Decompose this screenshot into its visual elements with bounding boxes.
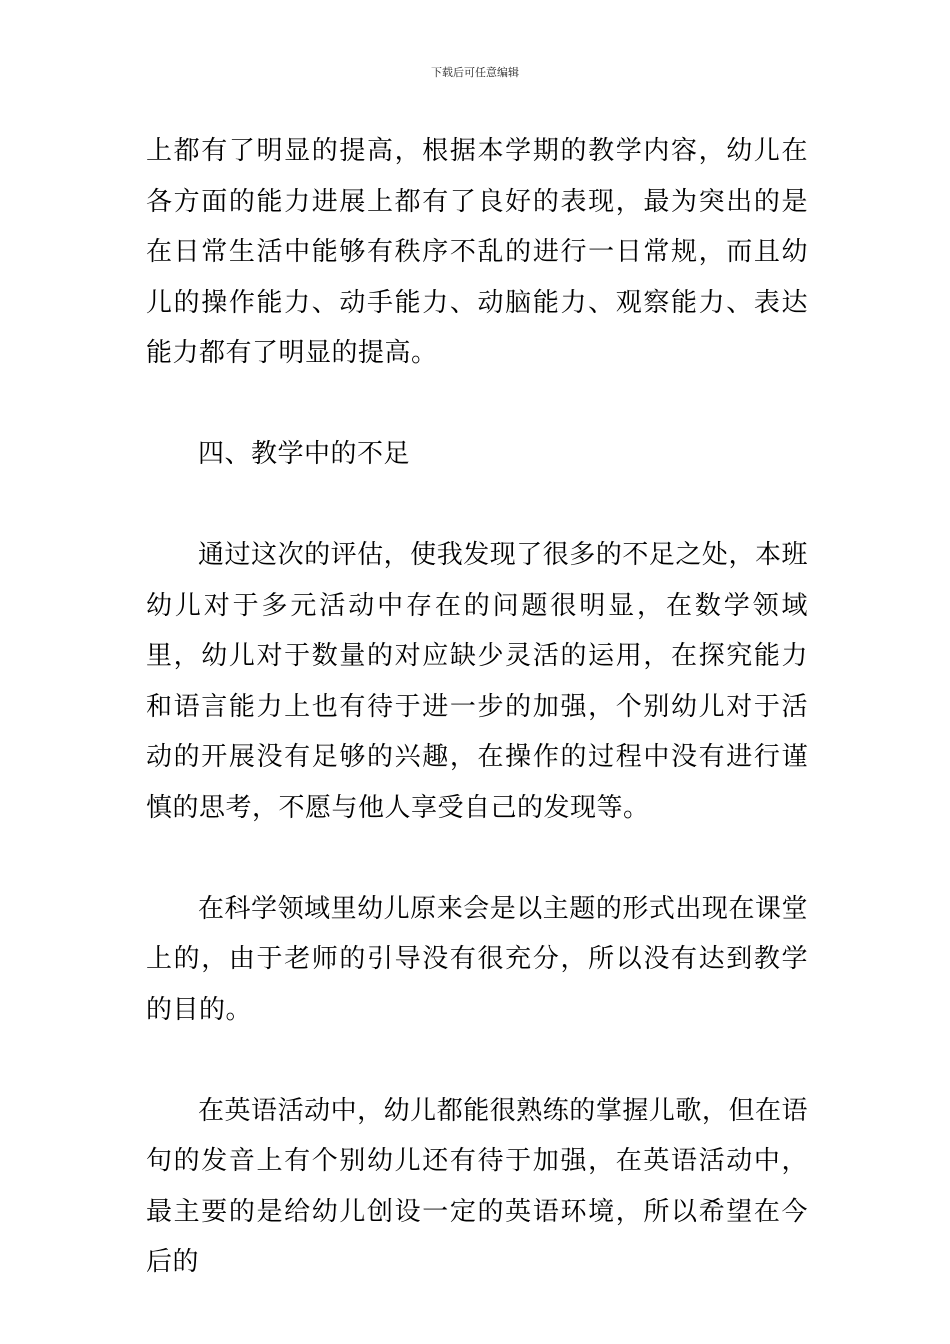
paragraph-continued: 上都有了明显的提高，根据本学期的教学内容，幼儿在各方面的能力进展上都有了良好的表现，最为突出的是在日常生活中能够有秩序不乱的进行一日常规，而且幼儿的操作能力、动手能力、动脑能力、观察能力、表达能力都有了明显的提高。 xyxy=(146,136,808,368)
paragraph-english: 在英语活动中，幼儿都能很熟练的掌握儿歌，但在语句的发音上有个别幼儿还有待于加强，在英语活动中，最主要的是给幼儿创设一定的英语环境，所以希望在今后的 xyxy=(146,1095,808,1277)
paragraph-gap xyxy=(146,1035,808,1086)
paragraph-shortcomings: 通过这次的评估，使我发现了很多的不足之处，本班幼儿对于多元活动中存在的问题很明显，在数学领域里，幼儿对于数量的对应缺少灵活的运用，在探究能力和语言能力上也有待于进一步的加强，个别幼儿对于活动的开展没有足够的兴趣，在操作的过程中没有进行谨慎的思考，不愿与他人享受自己的发现等。 xyxy=(146,540,808,823)
document-body xyxy=(146,126,808,1288)
paragraph-gap xyxy=(146,833,808,884)
paragraph-gap xyxy=(146,379,808,430)
page-header-note: 下载后可任意编辑 xyxy=(431,66,519,79)
section-heading: 四、教学中的不足 xyxy=(198,439,411,469)
paragraph-science: 在科学领域里幼儿原来会是以主题的形式出现在课堂上的，由于老师的引导没有很充分，所以没有达到教学的目的。 xyxy=(146,893,808,1025)
paragraph-gap xyxy=(146,480,808,531)
